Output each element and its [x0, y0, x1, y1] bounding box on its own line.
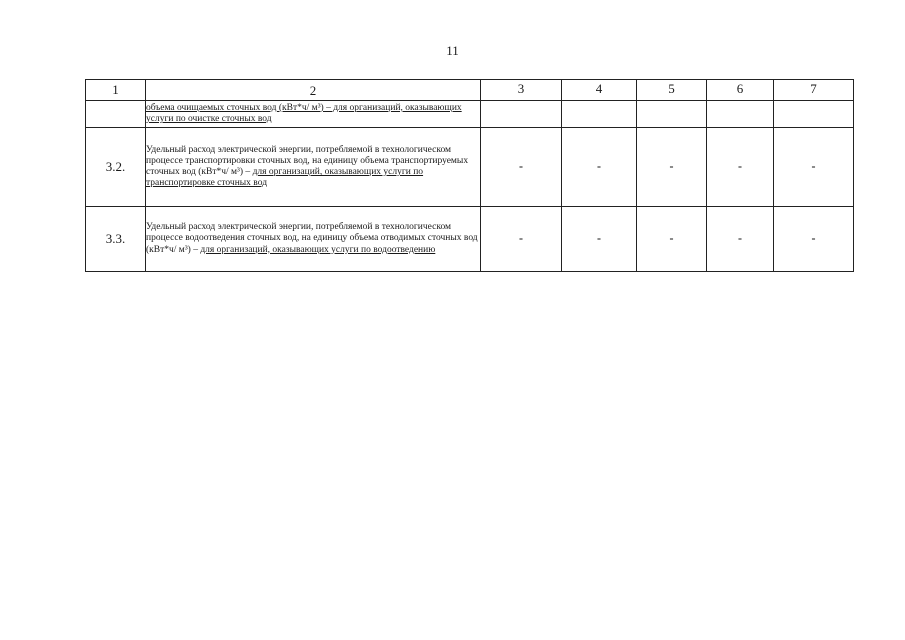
column-header: 4	[562, 80, 637, 101]
table-row	[86, 128, 854, 207]
value-cell: -	[481, 207, 562, 272]
column-header: 1	[86, 80, 146, 101]
table-row	[86, 207, 854, 272]
value-cell: -	[707, 128, 774, 207]
column-header: 7	[774, 80, 854, 101]
column-header: 5	[637, 80, 707, 101]
table-row	[86, 101, 854, 128]
value-cell: -	[774, 207, 854, 272]
value-cell	[707, 101, 774, 128]
value-cell	[562, 101, 637, 128]
row-description-text: Удельный расход электрической энергии, потребляемой в технологическом процессе транспортировки сточных вод, на единицу объема транспортируемых сточных вод (кВт*ч/ м³) –	[146, 144, 469, 177]
page-number: 11	[446, 43, 459, 58]
value-cell: -	[637, 207, 707, 272]
value-cell	[637, 101, 707, 128]
column-header: 6	[707, 80, 774, 101]
column-header: 2	[146, 80, 481, 101]
value-cell	[481, 101, 562, 128]
value-cell: -	[707, 207, 774, 272]
value-cell: -	[637, 128, 707, 207]
row-description-underlined: объема очищаемых сточных вод (кВт*ч/ м³) – для организаций, оказывающих услуги по очистке сточных вод	[146, 102, 462, 124]
value-cell	[774, 101, 854, 128]
table-header-row	[86, 80, 854, 101]
value-cell: -	[562, 207, 637, 272]
row-description-cell	[146, 101, 481, 128]
value-cell: -	[481, 128, 562, 207]
row-description-cell	[146, 207, 481, 272]
row-description-underlined: для организаций, оказывающих услуги по транспортировке сточных вод	[146, 167, 424, 189]
row-number-cell: 3.2.	[86, 128, 146, 207]
row-description-text: Удельный расход электрической энергии, потребляемой в технологическом процессе водоотведения сточных вод, на единицу объема отводимых сточных вод (кВт*ч/ м³) –	[146, 222, 478, 255]
value-cell: -	[562, 128, 637, 207]
indicators-table	[85, 79, 854, 272]
row-number-cell	[86, 101, 146, 128]
value-cell: -	[774, 128, 854, 207]
row-number-cell: 3.3.	[86, 207, 146, 272]
column-header: 3	[481, 80, 562, 101]
row-description-underlined: для организаций, оказывающих услуги по водоотведению	[200, 244, 436, 255]
row-description-cell	[146, 128, 481, 207]
